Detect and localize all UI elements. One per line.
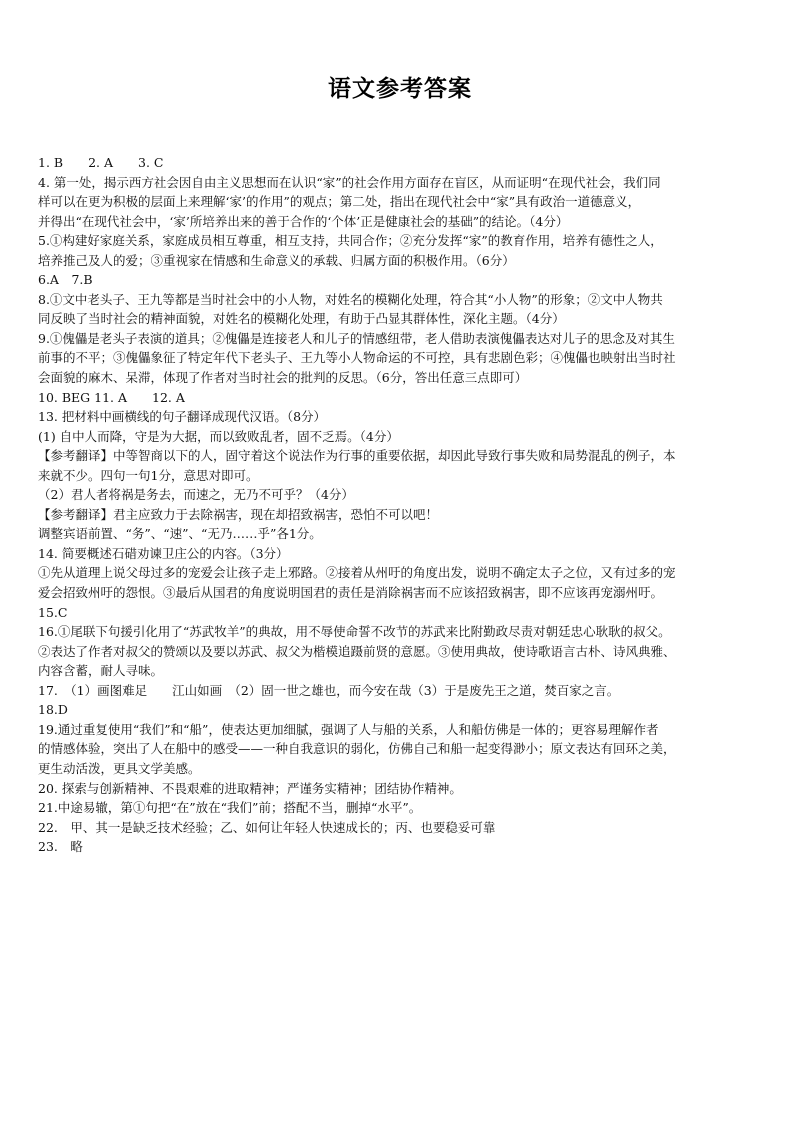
answer-line: 19.通过重复使用“我们”和“船”，使表达更加细腻，强调了人与船的关系，人和船仿佛是一体的；更容易理解作者 (38, 721, 659, 737)
answer-line: 16.①尾联下句援引化用了“苏武牧羊”的典故，用不辱使命誓不改节的苏武来比附勤政尽责对朝廷忠心耿耿的叔父。 (38, 624, 671, 640)
answer-line: 的情感体验，突出了人在船中的感受——一种自我意识的弱化，仿佛自己和船一起变得渺小；原文表达有回环之美， (38, 741, 676, 757)
answer-line: 4. 第一处，揭示西方社会因自由主义思想而在认识“家”的社会作用方面存在盲区，从而证明“在现代社会，我们同 (38, 174, 661, 190)
answer-line: 调整宾语前置、“务”、“速”、“无乃……乎”各1分。 (38, 526, 322, 542)
answer-line: 爱会招致州吁的怨恨。③最后从国君的角度说明国君的责任是消除祸害而不应该招致祸害，即不应该再宠溺州吁。 (38, 585, 664, 601)
answer-line: 并得出“在现代社会中，‘家’所培养出来的善于合作的‘个体’正是健康社会的基础”的结论。（4分） (38, 213, 569, 229)
answer-line: 内容含蓄，耐人寻味。 (38, 663, 164, 679)
answer-line: 培养推己及人的爱；③重视家在情感和生命意义的承载、归属方面的积极作用。（6分） (38, 252, 515, 268)
answer-line: 21.中途易辙，第①句把“在”放在“我们”前；搭配不当，删掉“水平”。 (38, 800, 422, 816)
answer-line: 6.A 7.B (38, 272, 93, 288)
answer-line: 1. B 2. A 3. C (38, 155, 164, 170)
answer-line: 15.C (38, 604, 68, 620)
answer-line: 会面貌的麻木、呆滞，体现了作者对当时社会的批判的反思。（6分，答出任意三点即可） (38, 370, 528, 386)
answer-line: ①先从道理上说父母过多的宠爱会让孩子走上邪路。②接着从州吁的角度出发，说明不确定太子之位，又有过多的宠 (38, 565, 676, 581)
answer-line: 20. 探索与创新精神、不畏艰难的进取精神；严谨务实精神；团结协作精神。 (38, 780, 462, 796)
answer-line: 23. 略 (38, 839, 83, 855)
answer-line: 22. 甲、其一是缺乏技术经验；乙、如何让年轻人快速成长的；丙、也要稳妥可靠 (38, 819, 496, 835)
answer-line: 【参考翻译】中等智商以下的人，固守着这个说法作为行事的重要依据，却因此导致行事失败和局势混乱的例子，本 (38, 448, 676, 464)
answer-line: 17. （1）画图难足 江山如画 （2）固一世之雄也，而今安在哉（3）于是废先王之道，焚百家之言。 (38, 682, 620, 698)
answer-line: 来就不少。四句一句1分，意思对即可。 (38, 467, 259, 483)
answer-line: 样可以在更为积极的层面上来理解‘家’的作用”的观点；第二处，指出在现代社会中“家”具有政治一道德意义， (38, 194, 641, 210)
answer-line: 更生动活泼，更具文学美感。 (38, 760, 201, 776)
answer-body (38, 153, 770, 857)
answer-line: ②表达了作者对叔父的赞颂以及要以苏武、叔父为楷模追蹑前贤的意愿。③使用典故，使诗歌语言古朴、诗风典雅、 (38, 643, 676, 659)
page-title: 语文参考答案 (328, 76, 472, 102)
answer-line: 14. 简要概述石碏劝谏卫庄公的内容。（3分） (38, 545, 289, 561)
answer-line: （2）君人者将祸是务去，而速之，无乃不可乎？（4分） (38, 487, 354, 503)
answer-line: 13. 把材料中画横线的句子翻译成现代汉语。（8分） (38, 409, 327, 425)
answer-line: 前事的不平；③傀儡象征了特定年代下老头子、王九等小人物命运的不可控，具有悲剧色彩；④傀儡也映射出当时社 (38, 350, 676, 366)
answer-line: 9.①傀儡是老头子表演的道具；②傀儡是连接老人和儿子的情感纽带，老人借助表演傀儡表达对儿子的思念及对其生 (38, 330, 675, 346)
answer-line: (1) 自中人而降，守是为大据，而以致败乱者，固不乏焉。（4分） (38, 428, 399, 444)
answer-line: 10. BEG 11. A 12. A (38, 389, 185, 405)
answer-line: 8.①文中老头子、王九等都是当时社会中的小人物，对姓名的模糊化处理，符合其“小人物”的形象；②文中人物共 (38, 291, 663, 307)
answer-line: 18.D (38, 702, 68, 718)
answer-line: 同反映了当时社会的精神面貌，对姓名的模糊化处理，有助于凸显其群体性，深化主题。（4分） (38, 311, 565, 327)
answer-line: 【参考翻译】君主应致力于去除祸害，现在却招致祸害，恐怕不可以吧！ (38, 506, 439, 522)
answer-line: 5.①构建好家庭关系，家庭成员相互尊重，相互支持，共同合作；②充分发挥“家”的教育作用，培养有德性之人， (38, 233, 663, 249)
